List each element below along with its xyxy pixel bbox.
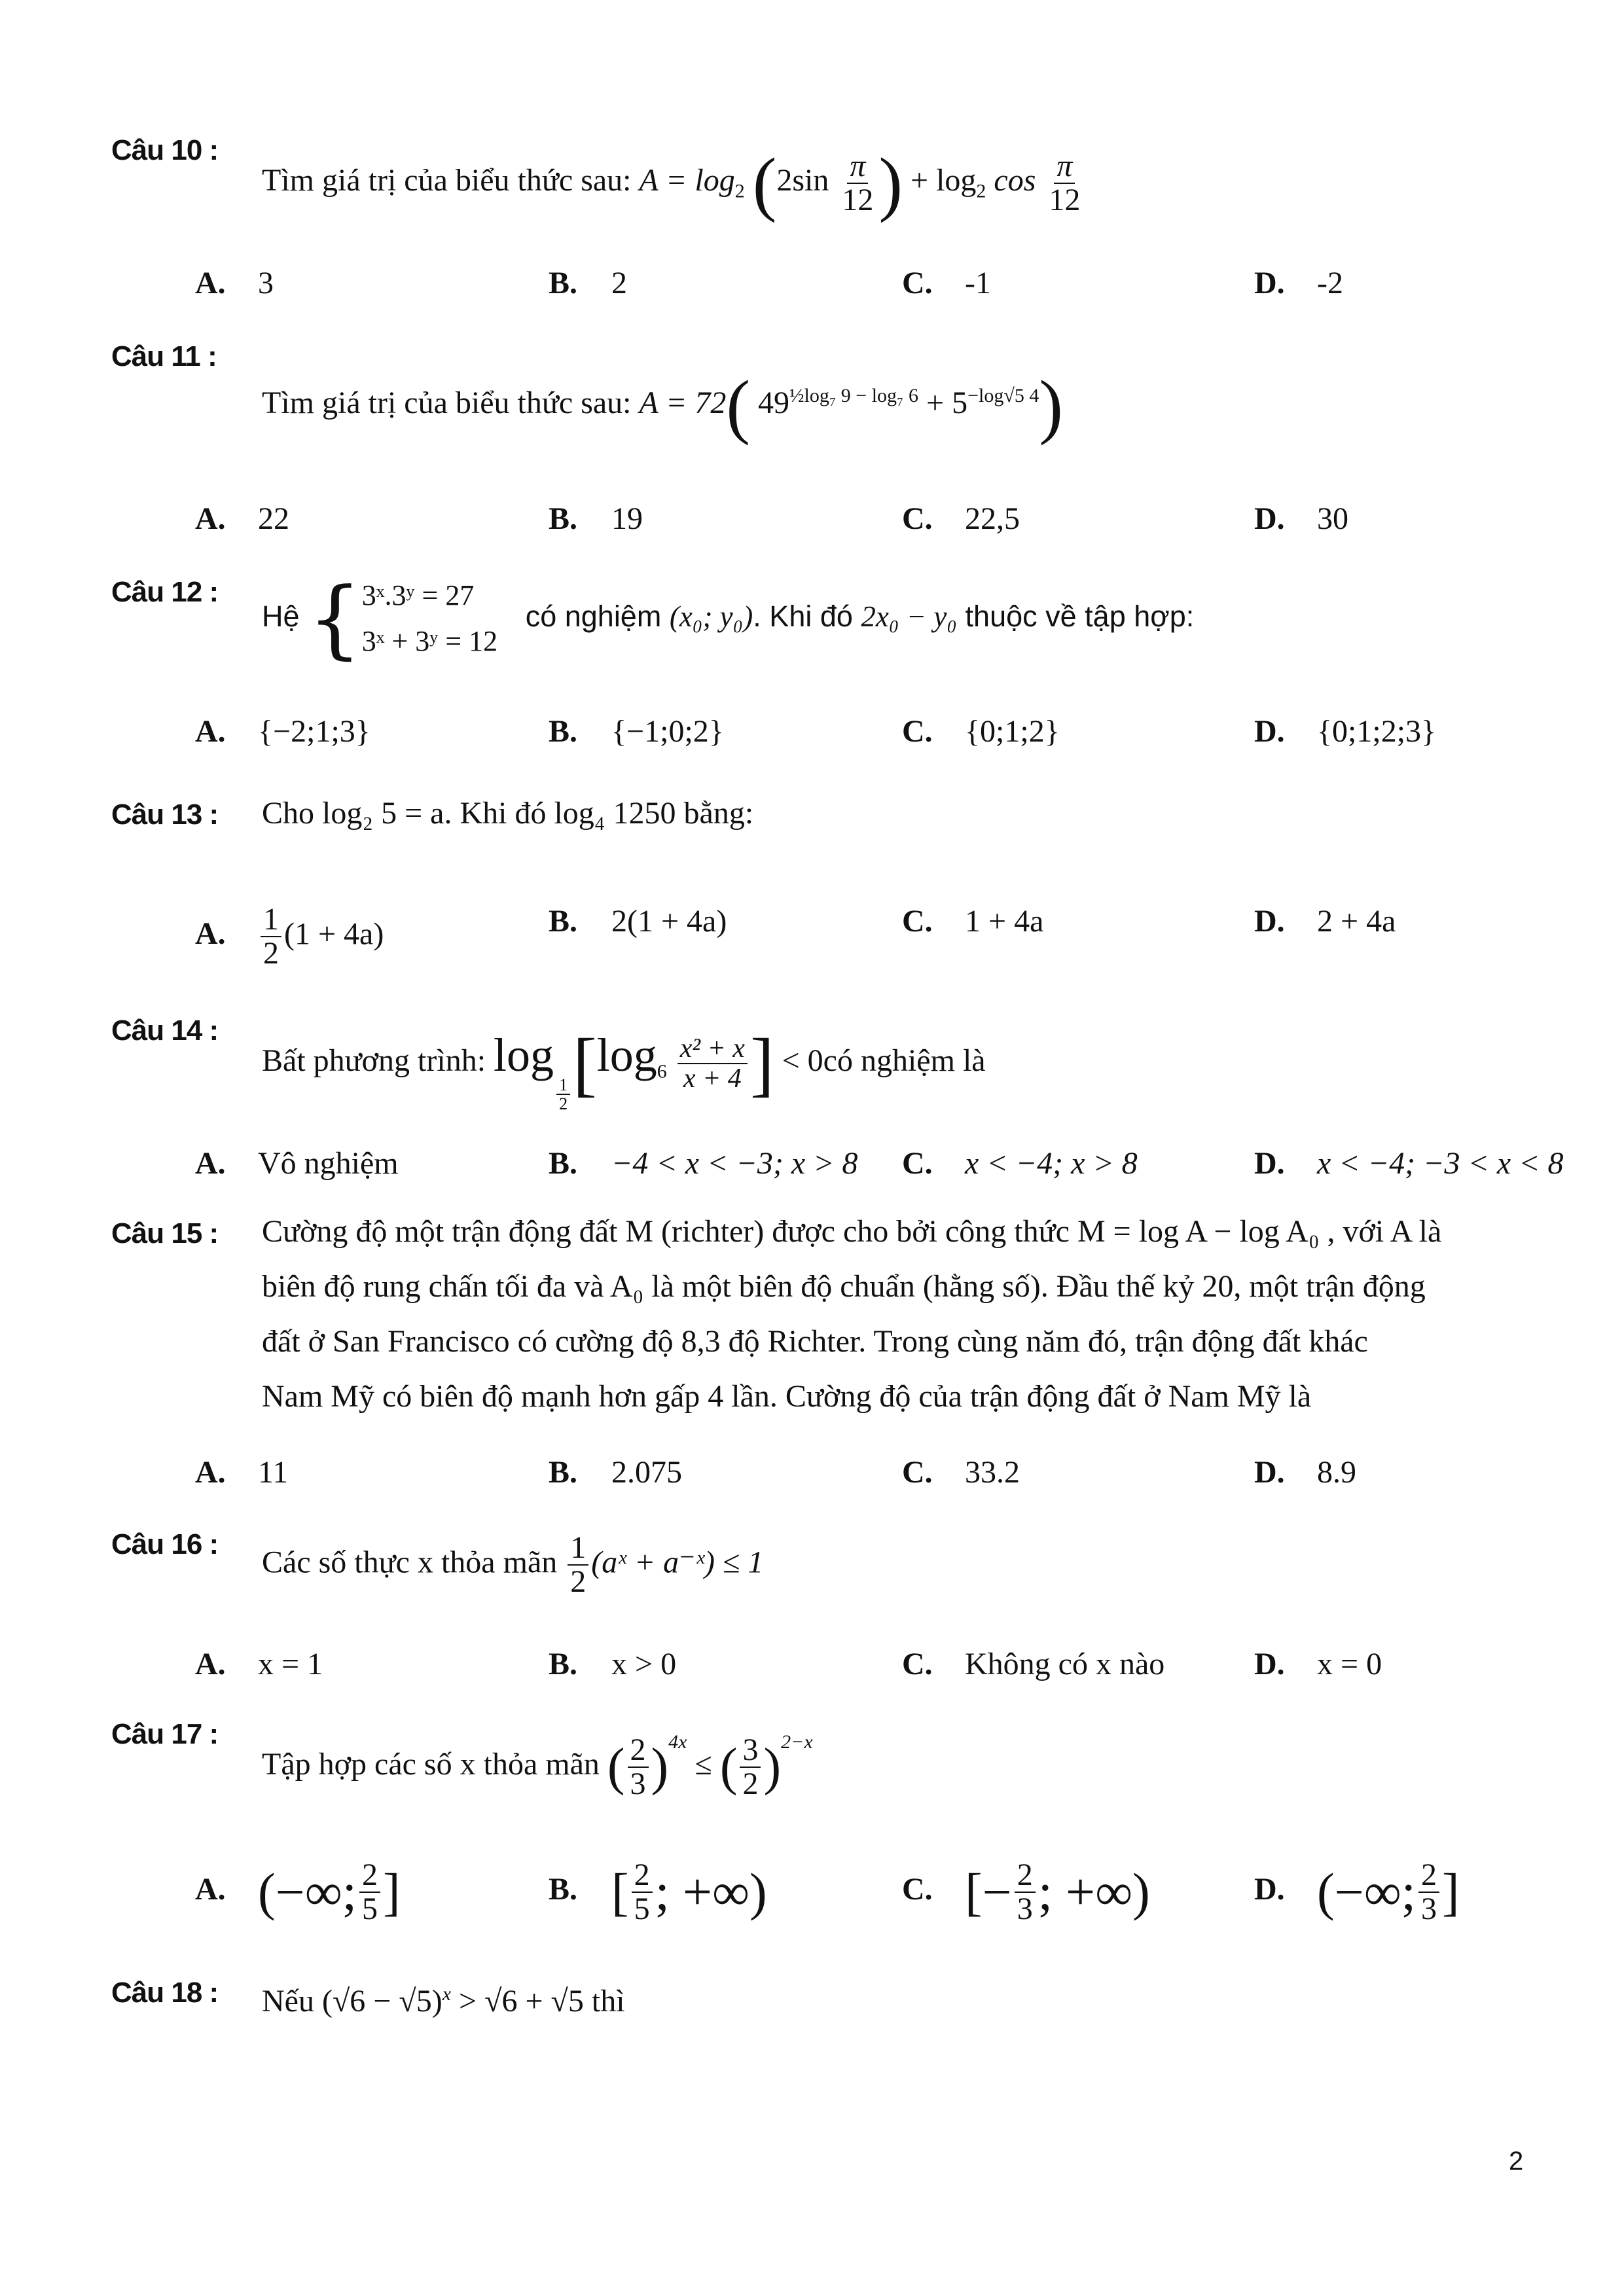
option-a[interactable]: A. 22: [195, 501, 289, 536]
option-a[interactable]: A. (−∞; $\frac{2}{5}$ ]: [195, 1857, 401, 1927]
question-stem: Tập hợp các số x thỏa mãn ( $\frac{2}{3}$ )$^{4x}$ ≤ ( $\frac{3}{2}$ )$^{2-x}$: [262, 1731, 813, 1801]
question-label: Câu 12 :: [111, 576, 219, 608]
question-stem: Tìm giá trị của biểu thức sau: A = 72( $49^{\frac{1}{2}log_7 9 - log_7 6} + 5^{-log√5 4}$): [262, 366, 1063, 446]
question-stem: Cho log₂ 5 = a. Khi đó log₄ 1250 bằng:: [262, 796, 754, 831]
answer-options: [195, 1454, 1602, 1507]
option-d[interactable]: D. x < −4; −3 < x < 8: [1254, 1146, 1564, 1181]
question-label: Câu 15 :: [111, 1217, 219, 1249]
question-stem: Hệ { 3ˣ.3ʸ = 27 3ˣ + 3ʸ = 12 có nghiệm (x₀; y₀). Khi đó 2x₀ − y₀ thuộc về tập hợp:: [262, 569, 1195, 668]
answer-options: [195, 501, 1602, 553]
option-a[interactable]: A. $\frac{1}{2}$ (1 + 4a): [195, 902, 384, 971]
question-stem: Bất phương trình: log $\frac{1}{2}$ [$\log_6$ $\frac{\text{x² + x}}{x + 4}$ ] < 0có nghiệm là: [262, 1024, 986, 1114]
option-c[interactable]: C. [− $\frac{2}{3}$ ; +∞): [902, 1857, 1150, 1927]
option-a[interactable]: A. 3: [195, 266, 274, 300]
option-d[interactable]: D. (−∞; $\frac{2}{3}$ ]: [1254, 1857, 1460, 1927]
option-d[interactable]: D. x = 0: [1254, 1647, 1382, 1681]
question-stem: Các số thực x thỏa mãn $\frac{1}{2}$ (aˣ + a⁻ˣ) ≤ 1: [262, 1530, 764, 1600]
option-a[interactable]: A. 11: [195, 1455, 289, 1490]
question-label: Câu 14 :: [111, 1014, 219, 1047]
answer-options: [195, 265, 1602, 317]
question-label: Câu 11 :: [111, 340, 217, 372]
option-b[interactable]: B. {−1;0;2}: [549, 714, 724, 749]
page-number: 2: [1509, 2147, 1524, 2176]
option-d[interactable]: D. 8.9: [1254, 1455, 1356, 1490]
option-c[interactable]: C. -1: [902, 266, 991, 300]
option-c[interactable]: C. 1 + 4a: [902, 904, 1044, 939]
option-c[interactable]: C. 33.2: [902, 1455, 1020, 1490]
question-stem: Cường độ một trận động đất M (richter) được cho bởi công thức M = log A − log A₀ , với A là biên độ rung chấn tối đa và A₀ là một biên độ chuẩn (hằng số). Đầu thế kỷ 20, một trận động đất ở San Francisco có cường độ 8,3 độ Richter. Trong cùng năm đó, trận động đất khác Nam Mỹ có biên độ mạnh hơn gấp 4 lần. Cường độ của trận động đất ở Nam Mỹ là: [262, 1214, 1442, 1414]
question-stem: Tìm giá trị của biểu thức sau: $A = \log_2 (2\sin$ $\frac{\pi}{12}$ ) + $\log_2 \cos$ $\frac{\pi}{12}$: [262, 143, 1081, 223]
option-d[interactable]: D. 2 + 4a: [1254, 904, 1396, 939]
question-label: Câu 17 :: [111, 1718, 219, 1750]
option-b[interactable]: B. x > 0: [549, 1647, 677, 1681]
option-a[interactable]: A. {−2;1;3}: [195, 714, 370, 749]
answer-options: [195, 1145, 1602, 1198]
answer-options: [195, 902, 1602, 971]
option-b[interactable]: B. [ $\frac{2}{5}$ ; +∞): [549, 1857, 767, 1927]
option-c[interactable]: C. Không có x nào: [902, 1647, 1165, 1681]
option-c[interactable]: C. x < −4; x > 8: [902, 1146, 1138, 1181]
answer-options: [195, 1646, 1602, 1698]
option-b[interactable]: B. 2(1 + 4a): [549, 904, 727, 939]
option-c[interactable]: C. 22,5: [902, 501, 1020, 536]
option-c[interactable]: C. {0;1;2}: [902, 714, 1060, 749]
question-label: Câu 18 :: [111, 1977, 219, 2009]
option-d[interactable]: D. {0;1;2;3}: [1254, 714, 1437, 749]
question-stem: Nếu $(√6 - √5)^x > √6 + √5$ thì: [262, 1983, 625, 2018]
option-b[interactable]: B. 2.075: [549, 1455, 682, 1490]
question-label: Câu 10 :: [111, 134, 219, 166]
option-d[interactable]: D. 30: [1254, 501, 1348, 536]
option-b[interactable]: B. 19: [549, 501, 643, 536]
question-label: Câu 13 :: [111, 798, 219, 831]
option-d[interactable]: D. -2: [1254, 266, 1343, 300]
answer-options: [195, 713, 1602, 766]
option-b[interactable]: B. 2: [549, 266, 627, 300]
answer-options: [195, 1857, 1602, 1927]
option-a[interactable]: A. x = 1: [195, 1647, 323, 1681]
option-a[interactable]: A. Vô nghiệm: [195, 1146, 399, 1181]
option-b[interactable]: B. −4 < x < −3; x > 8: [549, 1146, 858, 1181]
question-label: Câu 16 :: [111, 1528, 219, 1560]
